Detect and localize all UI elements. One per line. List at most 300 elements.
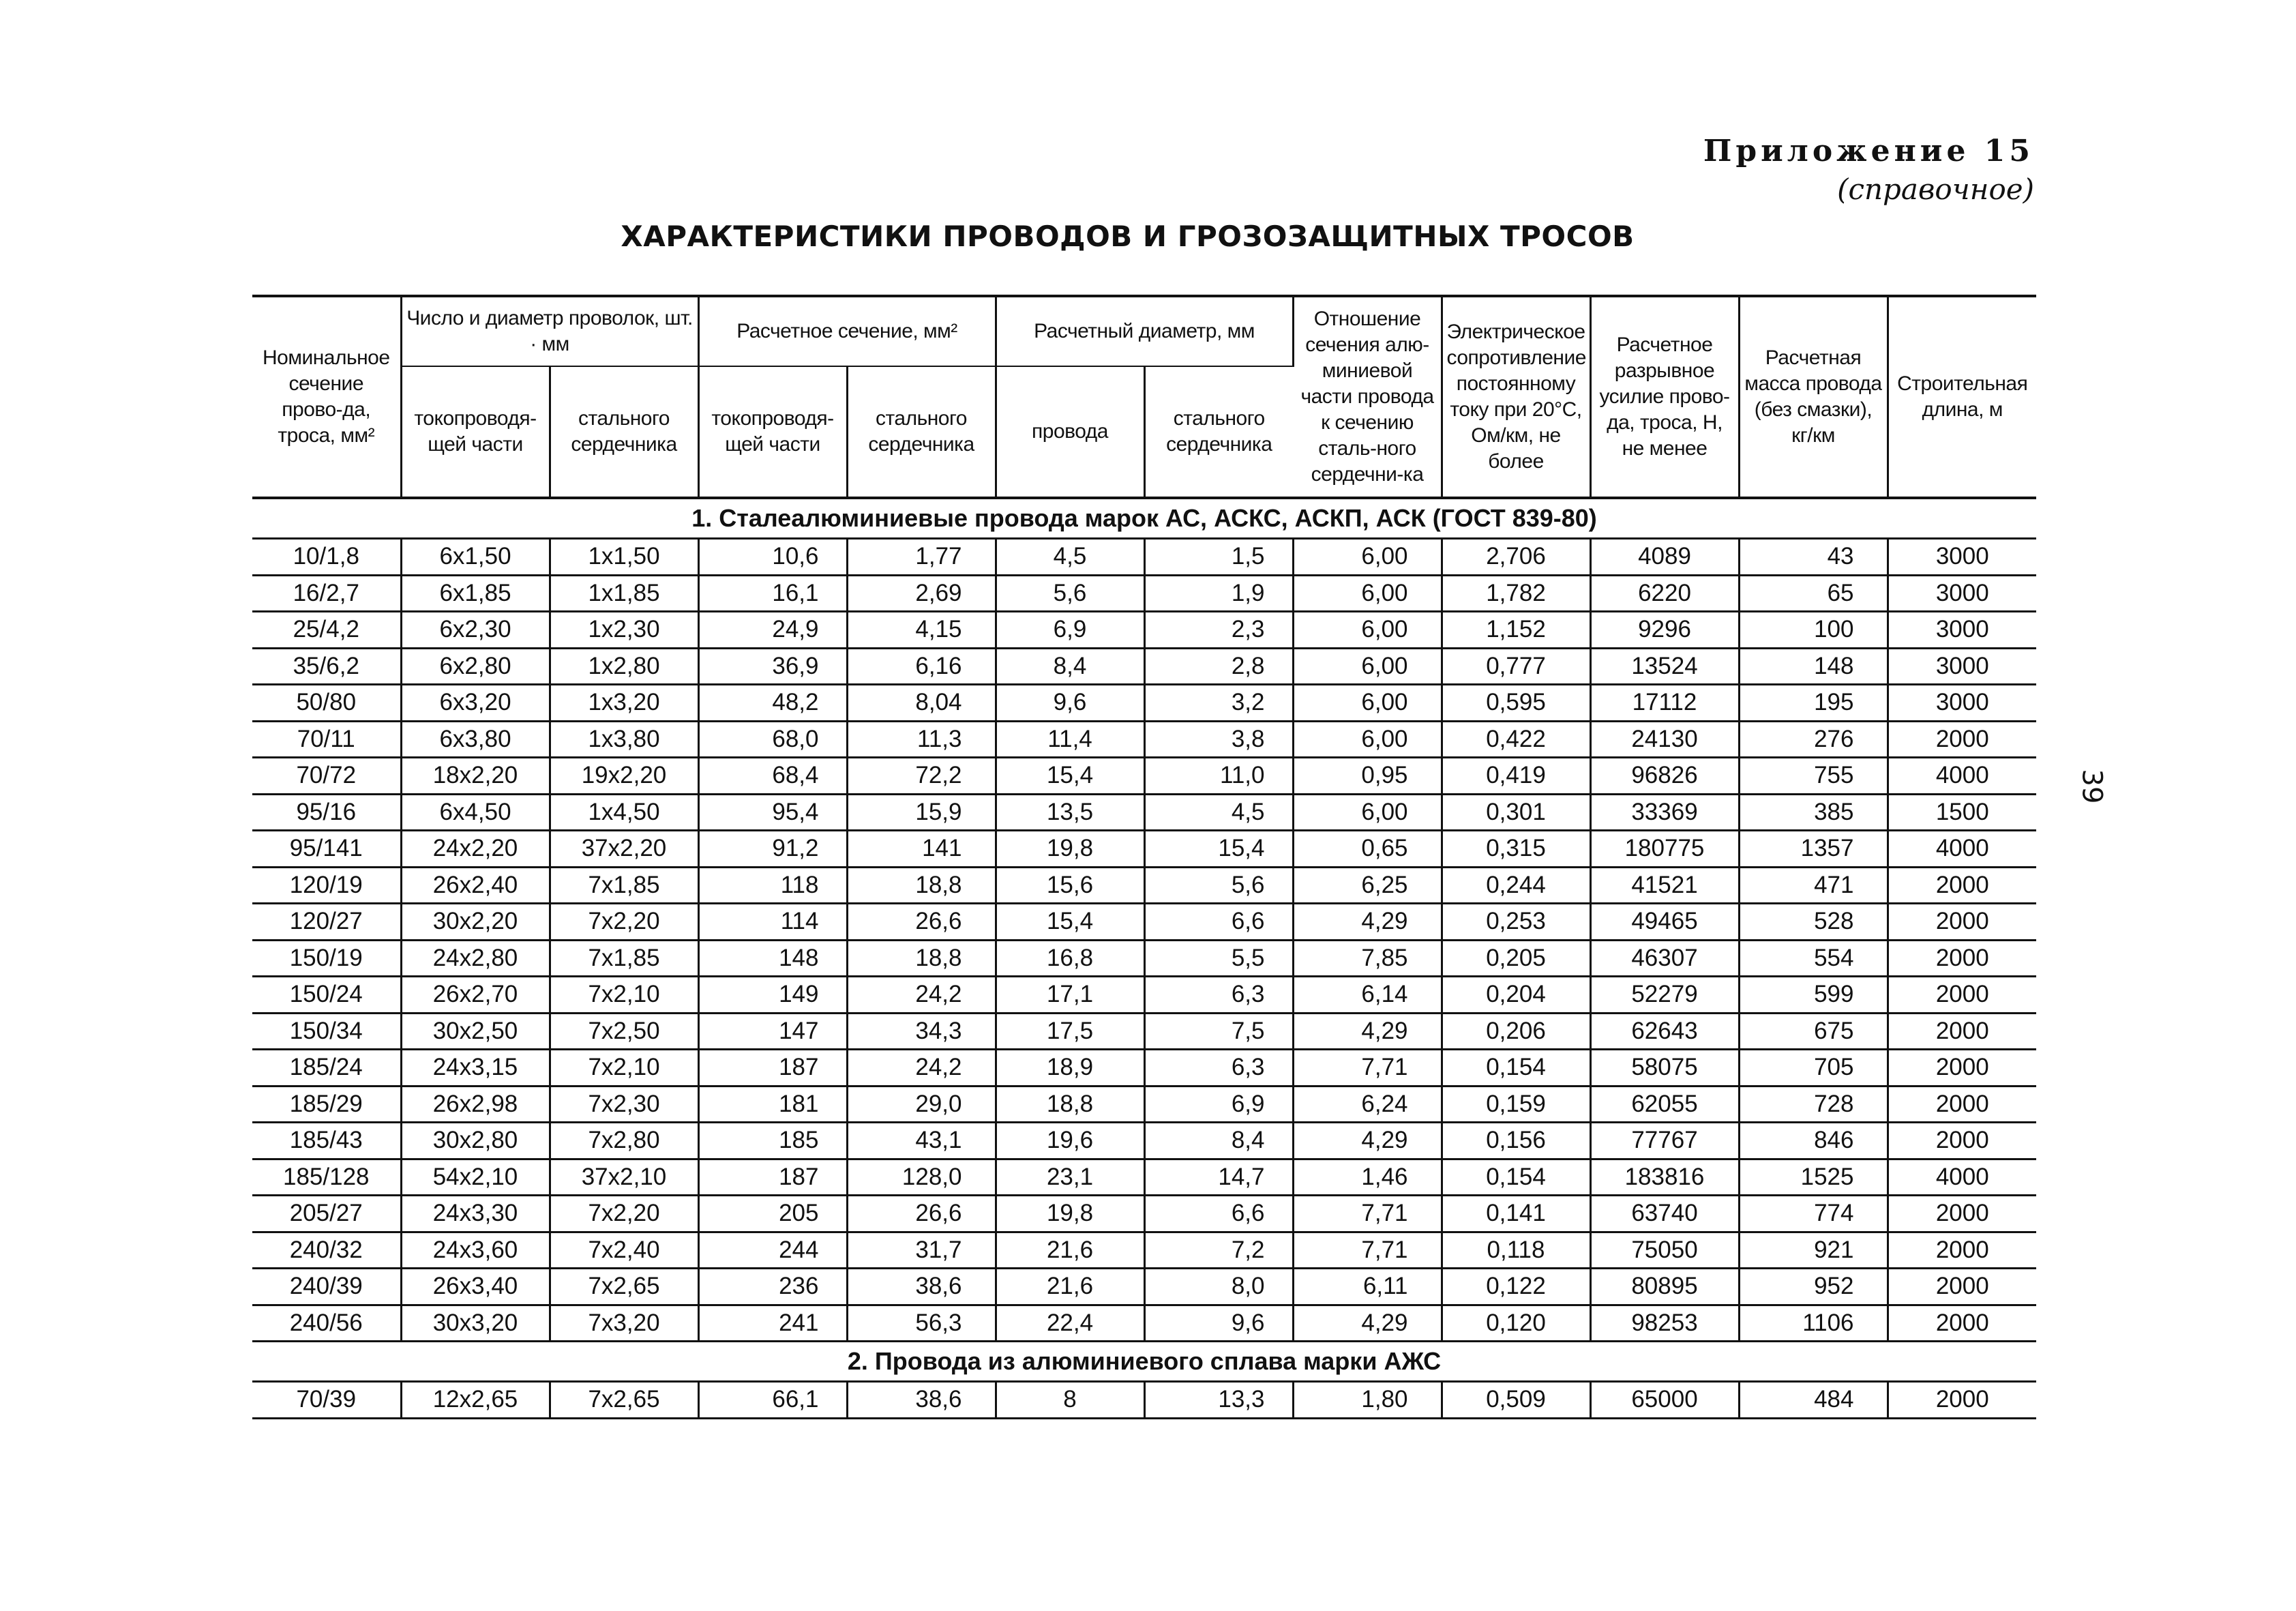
table-cell: 2,69 <box>847 575 996 612</box>
table-cell: 2000 <box>1888 1086 2036 1123</box>
table-cell: 100 <box>1739 612 1888 649</box>
table-row <box>252 1232 2036 1269</box>
table-cell: 80895 <box>1590 1269 1739 1305</box>
table-cell: 24x2,80 <box>401 940 550 977</box>
table-cell: 6,00 <box>1293 612 1442 649</box>
table-cell: 34,3 <box>847 1013 996 1050</box>
table-cell: 0,205 <box>1442 940 1590 977</box>
table-cell: 98253 <box>1590 1305 1739 1342</box>
table-cell: 4000 <box>1888 1159 2036 1196</box>
table-cell: 2000 <box>1888 721 2036 758</box>
table-cell: 8 <box>996 1382 1144 1419</box>
table-cell: 114 <box>698 904 847 941</box>
appendix-label <box>1703 134 2034 206</box>
table-cell: 195 <box>1739 685 1888 722</box>
table-cell: 0,206 <box>1442 1013 1590 1050</box>
table-cell: 1,5 <box>1144 539 1293 576</box>
table-cell: 6,00 <box>1293 685 1442 722</box>
table-cell: 7,2 <box>1144 1232 1293 1269</box>
table-cell: 43,1 <box>847 1123 996 1159</box>
table-cell: 2000 <box>1888 1196 2036 1232</box>
table-cell: 7x2,20 <box>550 904 698 941</box>
table-cell: 554 <box>1739 940 1888 977</box>
table-cell: 0,419 <box>1442 758 1590 795</box>
subheader-steel-diameter: стального сердечника <box>1144 366 1293 498</box>
table-cell: 24,9 <box>698 612 847 649</box>
table-cell: 21,6 <box>996 1269 1144 1305</box>
table-cell: 1x2,30 <box>550 612 698 649</box>
table-cell: 1x3,20 <box>550 685 698 722</box>
table-cell: 0,244 <box>1442 867 1590 904</box>
table-cell: 4,29 <box>1293 1123 1442 1159</box>
section-heading <box>252 1342 2036 1382</box>
table-cell: 33369 <box>1590 794 1739 831</box>
table-cell: 0,509 <box>1442 1382 1590 1419</box>
table-cell: 7x2,40 <box>550 1232 698 1269</box>
table-cell: 3000 <box>1888 539 2036 576</box>
table-cell: 7x2,10 <box>550 1050 698 1087</box>
table-cell: 2000 <box>1888 977 2036 1014</box>
table-cell: 25/4,2 <box>252 612 401 649</box>
table-cell: 30x2,80 <box>401 1123 550 1159</box>
table-cell: 52279 <box>1590 977 1739 1014</box>
table-cell: 65 <box>1739 575 1888 612</box>
table-cell: 120/19 <box>252 867 401 904</box>
table-cell: 6,3 <box>1144 1050 1293 1087</box>
header-nominal: Номинальное сечение прово-да, троса, мм² <box>252 296 401 498</box>
table-cell: 0,422 <box>1442 721 1590 758</box>
table-cell: 43 <box>1739 539 1888 576</box>
table-cell: 6x3,80 <box>401 721 550 758</box>
table-cell: 4,15 <box>847 612 996 649</box>
table-cell: 921 <box>1739 1232 1888 1269</box>
table-cell: 2000 <box>1888 1382 2036 1419</box>
table-cell: 5,6 <box>1144 867 1293 904</box>
table-cell: 128,0 <box>847 1159 996 1196</box>
table-cell: 2000 <box>1888 1232 2036 1269</box>
table-cell: 30x2,50 <box>401 1013 550 1050</box>
table-row <box>252 612 2036 649</box>
table-cell: 6x2,30 <box>401 612 550 649</box>
table-cell: 6,00 <box>1293 721 1442 758</box>
characteristics-table <box>252 295 2036 1419</box>
table-cell: 56,3 <box>847 1305 996 1342</box>
table-cell: 24,2 <box>847 1050 996 1087</box>
table-row <box>252 940 2036 977</box>
table-cell: 2000 <box>1888 904 2036 941</box>
table-cell: 31,7 <box>847 1232 996 1269</box>
table-cell: 38,6 <box>847 1382 996 1419</box>
table-cell: 528 <box>1739 904 1888 941</box>
table-cell: 62055 <box>1590 1086 1739 1123</box>
table-cell: 6220 <box>1590 575 1739 612</box>
table-cell: 6,00 <box>1293 539 1442 576</box>
subheader-steel-section: стального сердечника <box>847 366 996 498</box>
table-cell: 1x1,85 <box>550 575 698 612</box>
table-cell: 49465 <box>1590 904 1739 941</box>
table-cell: 185/29 <box>252 1086 401 1123</box>
table-cell: 4000 <box>1888 758 2036 795</box>
table-cell: 120/27 <box>252 904 401 941</box>
table-cell: 9,6 <box>996 685 1144 722</box>
table-cell: 1x2,80 <box>550 648 698 685</box>
table-cell: 6x3,20 <box>401 685 550 722</box>
table-cell: 846 <box>1739 1123 1888 1159</box>
table-cell: 68,4 <box>698 758 847 795</box>
header-ratio: Отношение сечения алю-миниевой части провода к сечению сталь-ного сердечни-ка <box>1293 296 1442 498</box>
table-row <box>252 867 2036 904</box>
table-cell: 185/24 <box>252 1050 401 1087</box>
table-cell: 7x2,20 <box>550 1196 698 1232</box>
table-row <box>252 794 2036 831</box>
table-cell: 19,8 <box>996 1196 1144 1232</box>
table-cell: 7,71 <box>1293 1196 1442 1232</box>
table-cell: 26,6 <box>847 904 996 941</box>
table-cell: 66,1 <box>698 1382 847 1419</box>
table-cell: 10/1,8 <box>252 539 401 576</box>
table-cell: 3000 <box>1888 648 2036 685</box>
table-row <box>252 1196 2036 1232</box>
subheader-steel: стального сердечника <box>550 366 698 498</box>
table-cell: 22,4 <box>996 1305 1144 1342</box>
table-row <box>252 831 2036 868</box>
table-cell: 11,4 <box>996 721 1144 758</box>
table-cell: 150/24 <box>252 977 401 1014</box>
table-cell: 774 <box>1739 1196 1888 1232</box>
table-cell: 8,04 <box>847 685 996 722</box>
table-cell: 7x2,65 <box>550 1382 698 1419</box>
table-cell: 68,0 <box>698 721 847 758</box>
table-cell: 30x3,20 <box>401 1305 550 1342</box>
table-cell: 0,777 <box>1442 648 1590 685</box>
table-cell: 240/56 <box>252 1305 401 1342</box>
table-cell: 1x3,80 <box>550 721 698 758</box>
table-cell: 30x2,20 <box>401 904 550 941</box>
table-cell: 24x3,60 <box>401 1232 550 1269</box>
table-cell: 0,301 <box>1442 794 1590 831</box>
table-cell: 6,00 <box>1293 648 1442 685</box>
table-row <box>252 721 2036 758</box>
subheader-wire-diameter: провода <box>996 366 1144 498</box>
table-cell: 0,159 <box>1442 1086 1590 1123</box>
table-cell: 2000 <box>1888 1269 2036 1305</box>
appendix-reference: (справочное) <box>1837 173 2034 206</box>
table-cell: 2000 <box>1888 940 2036 977</box>
section-heading <box>252 498 2036 539</box>
table-cell: 19,8 <box>996 831 1144 868</box>
table-cell: 26x2,98 <box>401 1086 550 1123</box>
table-cell: 24x3,15 <box>401 1050 550 1087</box>
table-cell: 3,8 <box>1144 721 1293 758</box>
table-cell: 7x2,50 <box>550 1013 698 1050</box>
table-cell: 6,9 <box>996 612 1144 649</box>
table-cell: 148 <box>698 940 847 977</box>
table-cell: 36,9 <box>698 648 847 685</box>
table-cell: 205/27 <box>252 1196 401 1232</box>
table-cell: 7,71 <box>1293 1232 1442 1269</box>
table-cell: 2,8 <box>1144 648 1293 685</box>
table-cell: 9,6 <box>1144 1305 1293 1342</box>
table-cell: 18,8 <box>996 1086 1144 1123</box>
header-length: Строительная длина, м <box>1888 296 2036 498</box>
table-cell: 15,4 <box>996 758 1144 795</box>
table-cell: 1x1,50 <box>550 539 698 576</box>
document-title: ХАРАКТЕРИСТИКИ ПРОВОДОВ И ГРОЗОЗАЩИТНЫХ ТРОСОВ <box>621 220 1635 253</box>
table-cell: 18,8 <box>847 867 996 904</box>
table-cell: 4089 <box>1590 539 1739 576</box>
table-cell: 6,9 <box>1144 1086 1293 1123</box>
table-cell: 118 <box>698 867 847 904</box>
table-cell: 0,65 <box>1293 831 1442 868</box>
table-cell: 18,8 <box>847 940 996 977</box>
table-cell: 24130 <box>1590 721 1739 758</box>
table-cell: 13,5 <box>996 794 1144 831</box>
table-cell: 91,2 <box>698 831 847 868</box>
table-body <box>252 498 2036 1418</box>
table-cell: 5,5 <box>1144 940 1293 977</box>
table-cell: 1,80 <box>1293 1382 1442 1419</box>
table-cell: 95,4 <box>698 794 847 831</box>
table-row <box>252 1159 2036 1196</box>
table-cell: 14,7 <box>1144 1159 1293 1196</box>
table-cell: 26x2,40 <box>401 867 550 904</box>
table-cell: 17,5 <box>996 1013 1144 1050</box>
table-cell: 23,1 <box>996 1159 1144 1196</box>
table-cell: 38,6 <box>847 1269 996 1305</box>
table-row <box>252 1050 2036 1087</box>
table-cell: 70/39 <box>252 1382 401 1419</box>
table-cell: 21,6 <box>996 1232 1144 1269</box>
table-cell: 2000 <box>1888 1050 2036 1087</box>
table-row <box>252 685 2036 722</box>
table-cell: 15,9 <box>847 794 996 831</box>
table-cell: 75050 <box>1590 1232 1739 1269</box>
table-cell: 17112 <box>1590 685 1739 722</box>
table-cell: 1357 <box>1739 831 1888 868</box>
table-cell: 7x2,80 <box>550 1123 698 1159</box>
table-cell: 1525 <box>1739 1159 1888 1196</box>
table-cell: 13524 <box>1590 648 1739 685</box>
table-cell: 13,3 <box>1144 1382 1293 1419</box>
table-cell: 0,315 <box>1442 831 1590 868</box>
table-cell: 37x2,20 <box>550 831 698 868</box>
table-cell: 0,154 <box>1442 1159 1590 1196</box>
table-cell: 6x2,80 <box>401 648 550 685</box>
table-cell: 0,122 <box>1442 1269 1590 1305</box>
table-row <box>252 539 2036 576</box>
table-cell: 2000 <box>1888 867 2036 904</box>
table-cell: 15,4 <box>996 904 1144 941</box>
table-row <box>252 575 2036 612</box>
table-cell: 7,71 <box>1293 1050 1442 1087</box>
table-cell: 0,204 <box>1442 977 1590 1014</box>
table-cell: 7x2,65 <box>550 1269 698 1305</box>
table-cell: 3000 <box>1888 575 2036 612</box>
table-cell: 4000 <box>1888 831 2036 868</box>
table-cell: 26,6 <box>847 1196 996 1232</box>
table-cell: 1x4,50 <box>550 794 698 831</box>
header-calc-section: Расчетное сечение, мм² <box>698 296 996 366</box>
table-cell: 5,6 <box>996 575 1144 612</box>
table-cell: 24x2,20 <box>401 831 550 868</box>
table-cell: 4,29 <box>1293 1013 1442 1050</box>
table-cell: 185 <box>698 1123 847 1159</box>
table-row <box>252 648 2036 685</box>
table-cell: 35/6,2 <box>252 648 401 685</box>
table-cell: 15,4 <box>1144 831 1293 868</box>
table-cell: 70/11 <box>252 721 401 758</box>
table-cell: 58075 <box>1590 1050 1739 1087</box>
table-cell: 7,85 <box>1293 940 1442 977</box>
header-wire-count: Число и диаметр проволок, шт. · мм <box>401 296 698 366</box>
table-cell: 95/141 <box>252 831 401 868</box>
table-cell: 16,8 <box>996 940 1144 977</box>
table-row <box>252 1269 2036 1305</box>
table-cell: 150/34 <box>252 1013 401 1050</box>
table-row <box>252 904 2036 941</box>
table-cell: 147 <box>698 1013 847 1050</box>
table-cell: 6,6 <box>1144 1196 1293 1232</box>
table-cell: 3000 <box>1888 612 2036 649</box>
table-cell: 8,4 <box>996 648 1144 685</box>
table-cell: 1500 <box>1888 794 2036 831</box>
table-cell: 1,9 <box>1144 575 1293 612</box>
table-row <box>252 1123 2036 1159</box>
table-cell: 0,95 <box>1293 758 1442 795</box>
table-cell: 46307 <box>1590 940 1739 977</box>
table-cell: 236 <box>698 1269 847 1305</box>
table-cell: 150/19 <box>252 940 401 977</box>
table-cell: 70/72 <box>252 758 401 795</box>
table-cell: 24,2 <box>847 977 996 1014</box>
table-cell: 241 <box>698 1305 847 1342</box>
table-cell: 1,782 <box>1442 575 1590 612</box>
header-breaking-force: Расчетное разрывное усилие прово-да, троса, Н, не менее <box>1590 296 1739 498</box>
header-resistance: Электрическое сопротивление постоянному току при 20°С, Ом/км, не более <box>1442 296 1590 498</box>
table-row <box>252 977 2036 1014</box>
table-cell: 10,6 <box>698 539 847 576</box>
table-cell: 15,6 <box>996 867 1144 904</box>
table-cell: 149 <box>698 977 847 1014</box>
table-cell: 276 <box>1739 721 1888 758</box>
table-cell: 65000 <box>1590 1382 1739 1419</box>
table-cell: 185/43 <box>252 1123 401 1159</box>
table-cell: 180775 <box>1590 831 1739 868</box>
subheader-conductive-section: токопроводя-щей части <box>698 366 847 498</box>
table-cell: 148 <box>1739 648 1888 685</box>
table-cell: 0,120 <box>1442 1305 1590 1342</box>
table-cell: 4,5 <box>996 539 1144 576</box>
table-cell: 6x1,50 <box>401 539 550 576</box>
table-cell: 8,4 <box>1144 1123 1293 1159</box>
section-title: 1. Сталеалюминиевые провода марок АС, АСКС, АСКП, АСК (ГОСТ 839-80) <box>252 498 2036 539</box>
table-cell: 96826 <box>1590 758 1739 795</box>
table-cell: 6x1,85 <box>401 575 550 612</box>
table-cell: 2,706 <box>1442 539 1590 576</box>
table-cell: 62643 <box>1590 1013 1739 1050</box>
table-cell: 7x3,20 <box>550 1305 698 1342</box>
table-cell: 18,9 <box>996 1050 1144 1087</box>
table-cell: 205 <box>698 1196 847 1232</box>
table-cell: 6,6 <box>1144 904 1293 941</box>
table-cell: 1,152 <box>1442 612 1590 649</box>
subheader-conductive: токопроводя-щей части <box>401 366 550 498</box>
table-cell: 7,5 <box>1144 1013 1293 1050</box>
table-cell: 599 <box>1739 977 1888 1014</box>
table-cell: 385 <box>1739 794 1888 831</box>
table-cell: 24x3,30 <box>401 1196 550 1232</box>
table-cell: 6,00 <box>1293 794 1442 831</box>
table-cell: 1106 <box>1739 1305 1888 1342</box>
table-cell: 0,156 <box>1442 1123 1590 1159</box>
table-cell: 29,0 <box>847 1086 996 1123</box>
table-cell: 1,46 <box>1293 1159 1442 1196</box>
table-cell: 6x4,50 <box>401 794 550 831</box>
table-cell: 187 <box>698 1050 847 1087</box>
table-cell: 95/16 <box>252 794 401 831</box>
table-cell: 12x2,65 <box>401 1382 550 1419</box>
table-row <box>252 758 2036 795</box>
header-row-top <box>252 296 2036 366</box>
table-cell: 19,6 <box>996 1123 1144 1159</box>
table-cell: 16/2,7 <box>252 575 401 612</box>
table-row <box>252 1382 2036 1419</box>
table-cell: 3000 <box>1888 685 2036 722</box>
table-cell: 48,2 <box>698 685 847 722</box>
table-cell: 755 <box>1739 758 1888 795</box>
table-cell: 952 <box>1739 1269 1888 1305</box>
table-cell: 6,14 <box>1293 977 1442 1014</box>
table-cell: 19x2,20 <box>550 758 698 795</box>
table-cell: 1,77 <box>847 539 996 576</box>
table-cell: 185/128 <box>252 1159 401 1196</box>
table-cell: 16,1 <box>698 575 847 612</box>
table-cell: 6,16 <box>847 648 996 685</box>
appendix-number: Приложение 15 <box>1703 134 2034 168</box>
table-cell: 26x3,40 <box>401 1269 550 1305</box>
table-cell: 54x2,10 <box>401 1159 550 1196</box>
table-row <box>252 1305 2036 1342</box>
table-cell: 244 <box>698 1232 847 1269</box>
table-cell: 181 <box>698 1086 847 1123</box>
table-cell: 240/39 <box>252 1269 401 1305</box>
table-cell: 6,25 <box>1293 867 1442 904</box>
table-cell: 2000 <box>1888 1013 2036 1050</box>
table-cell: 6,11 <box>1293 1269 1442 1305</box>
table-cell: 11,0 <box>1144 758 1293 795</box>
table-cell: 3,2 <box>1144 685 1293 722</box>
table-cell: 7x2,10 <box>550 977 698 1014</box>
table-cell: 72,2 <box>847 758 996 795</box>
table-cell: 6,3 <box>1144 977 1293 1014</box>
table-cell: 18x2,20 <box>401 758 550 795</box>
table-row <box>252 1013 2036 1050</box>
table-cell: 6,24 <box>1293 1086 1442 1123</box>
table-cell: 4,5 <box>1144 794 1293 831</box>
table-cell: 26x2,70 <box>401 977 550 1014</box>
table-cell: 675 <box>1739 1013 1888 1050</box>
table-cell: 705 <box>1739 1050 1888 1087</box>
header-mass: Расчетная масса провода (без смазки), кг/км <box>1739 296 1888 498</box>
table-cell: 0,141 <box>1442 1196 1590 1232</box>
table-cell: 9296 <box>1590 612 1739 649</box>
table-cell: 63740 <box>1590 1196 1739 1232</box>
table-cell: 37x2,10 <box>550 1159 698 1196</box>
table-cell: 50/80 <box>252 685 401 722</box>
section-title: 2. Провода из алюминиевого сплава марки АЖС <box>252 1342 2036 1382</box>
table-cell: 7x1,85 <box>550 940 698 977</box>
table-cell: 77767 <box>1590 1123 1739 1159</box>
